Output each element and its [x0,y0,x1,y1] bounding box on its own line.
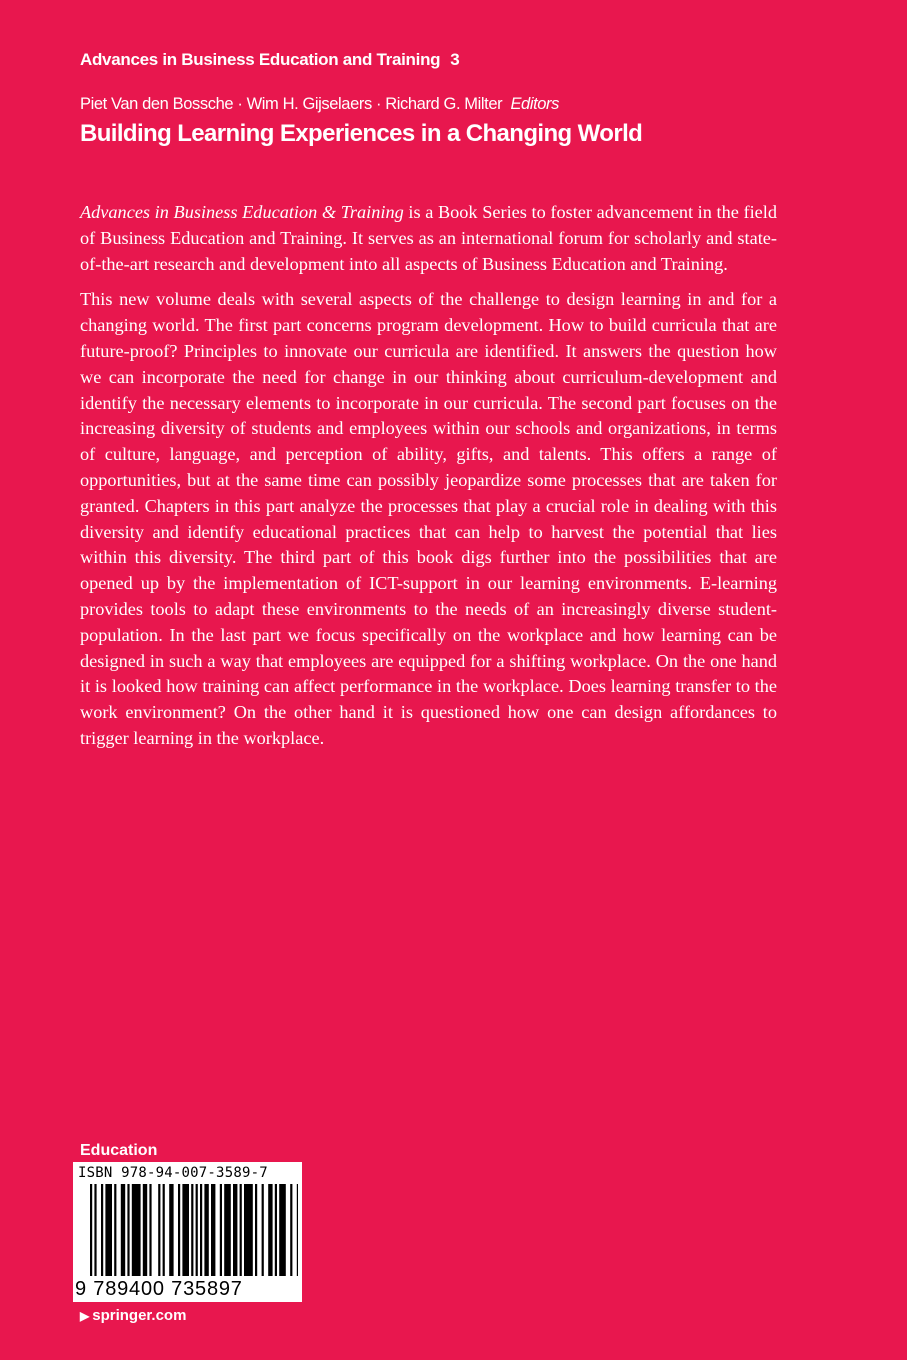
barcode-bar [233,1184,237,1276]
blurb-paragraph-1-text: is a Book Series to foster advancement in the field of Business Education and Training. It serves as an international forum for scholarly and state-of-the-art research and development into all aspects of Business Education and Training. [80,202,777,274]
barcode-bars [76,1184,298,1278]
barcode-bar [268,1184,272,1276]
barcode-bar [182,1184,189,1276]
barcode-bar [121,1184,125,1276]
editors-role: Editors [510,95,559,113]
barcode-bar [262,1184,264,1276]
barcode-bar [255,1184,257,1276]
barcode-bar [290,1184,292,1276]
book-title: Building Learning Experiences in a Changing World [80,120,643,147]
barcode-bar [143,1184,147,1276]
barcode-bar [279,1184,286,1276]
subject-category: Education [80,1142,158,1159]
blurb-paragraph-2: This new volume deals with several aspects of the challenge to design learning in and for a changing world. The first part concerns program development. How to build curricula that are future-proof? Principles to innovate our curricula are identified. It answers the question how we can incorporate the need for change in our thinking about curriculum-development and identify the necessary elements to incorporate in our curricula. The second part focuses on the increasing diversity of students and employees within our schools and organizations, in terms of culture, language, and perception of ability, gifts, and talents. This offers a range of opportunities, but at the same time can possibly jeopardize some processes that are taken for granted. Chapters in this part analyze the processes that play a crucial role in dealing with this diversity and identify educational practices that can help to harvest the potential that lies within this diversity. The third part of this book digs further into the possibilities that are opened up by the implementation of ICT-support in our learning environments. E-learning provides tools to adapt these environments to the needs of an increasingly diverse student-population. In the last part we focus specifically on the workplace and how learning can be designed in such a way that employees are equipped for a shifting workplace. On the one hand it is looked how training can affect performance in the workplace. Does learning transfer to the work environment? On the other hand it is questioned how one can design affordances to trigger learning in the workplace. [80,289,777,748]
back-cover-blurb [80,200,777,752]
play-arrow-icon: ▶ [80,1309,90,1323]
barcode-bar [196,1184,198,1276]
series-header [80,50,459,70]
barcode-bar [178,1184,180,1276]
barcode-bar [211,1184,215,1276]
publisher-website[interactable] [80,1307,186,1324]
editor-names: Piet Van den Bossche · Wim H. Gijselaers · Richard G. Milter [80,95,503,113]
series-name-italic: Advances in Business Education & Training [80,202,404,222]
barcode-digits: 9 789400 735897 [75,1278,243,1300]
barcode-bar [149,1184,151,1276]
isbn-barcode [73,1162,302,1302]
barcode-bar [191,1184,193,1276]
website-label: springer.com [92,1307,187,1324]
barcode-bar [240,1184,242,1276]
barcode-bar [297,1184,298,1276]
barcode-bar [244,1184,253,1276]
barcode-bar [90,1184,92,1276]
barcode-bar [163,1184,165,1276]
barcode-bar [127,1184,129,1276]
barcode-bar [275,1184,277,1276]
barcode-bar [224,1184,231,1276]
barcode-bar [204,1184,208,1276]
barcode-bar [101,1184,103,1276]
barcode-bar [220,1184,222,1276]
barcode-bar [200,1184,202,1276]
barcode-bar [105,1184,112,1276]
series-number: 3 [450,50,460,69]
barcode-bar [169,1184,173,1276]
isbn-label: ISBN 978-94-007-3589-7 [78,1165,268,1181]
series-title: Advances in Business Education and Training [80,50,441,69]
editors-line [80,95,559,114]
barcode-bar [158,1184,160,1276]
barcode-bar [94,1184,96,1276]
blurb-paragraph-1 [80,200,777,277]
barcode-bar [114,1184,116,1276]
barcode-bar [132,1184,141,1276]
